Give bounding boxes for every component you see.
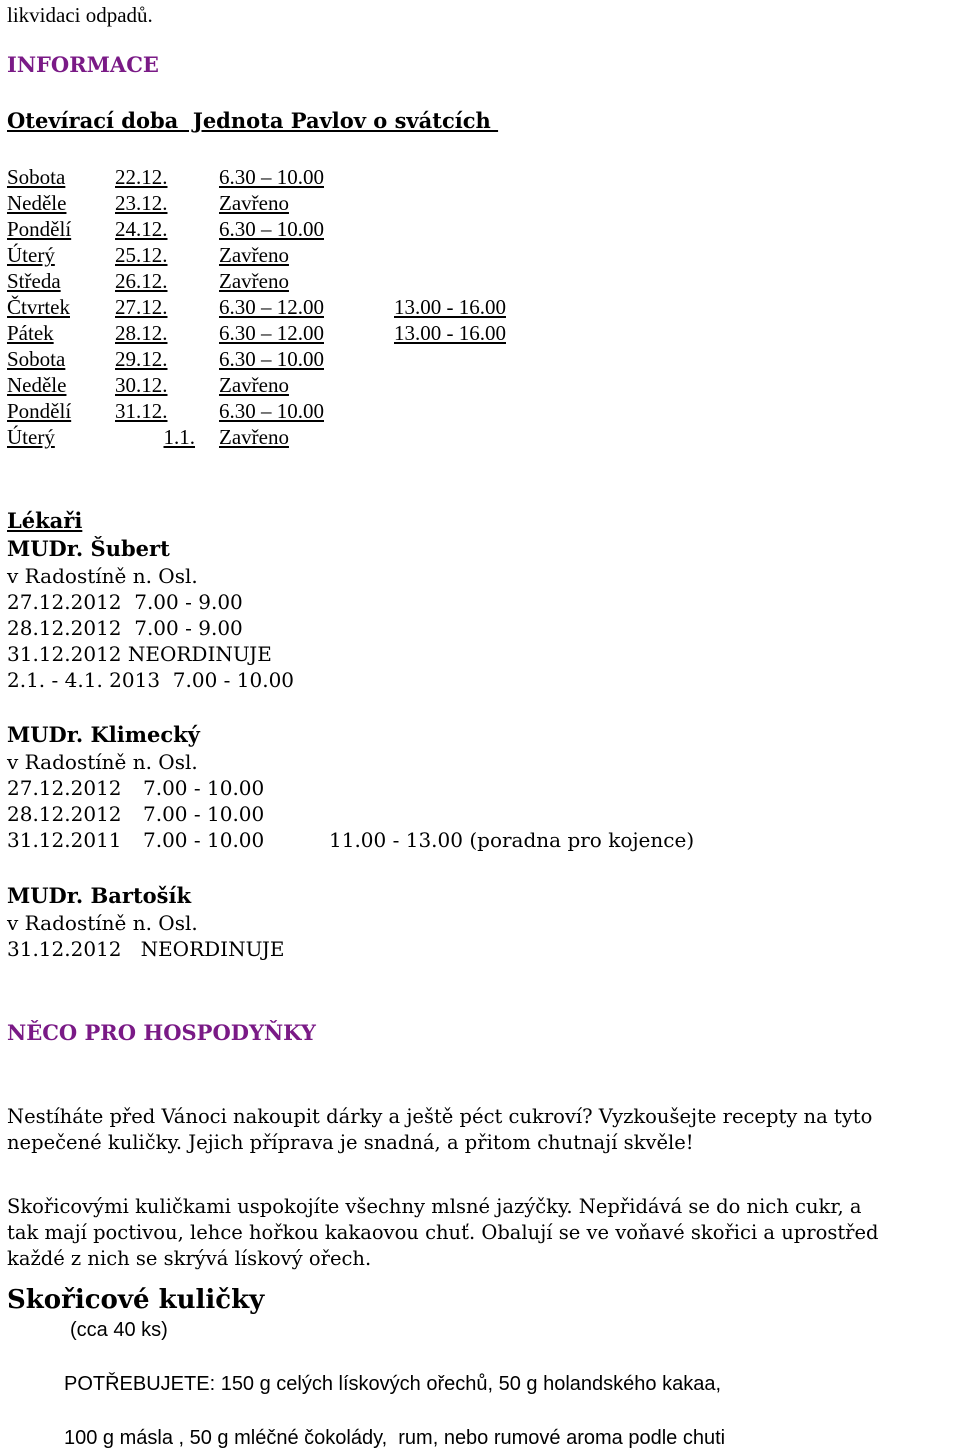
schedule-extra: 13.00 - 16.00 [394,321,506,345]
doctor-hours-row [7,827,694,853]
schedule-day: Neděle [7,191,67,215]
schedule-time: 6.30 – 12.00 [219,295,324,319]
schedule-day: Úterý [7,243,55,267]
doctor-hours-row: 31.12.2012 NEORDINUJE [7,937,285,961]
schedule-time: 6.30 – 10.00 [219,165,324,189]
doctor-date: 28.12.2012 [7,802,122,826]
paragraph-line: tak mají poctivou, lehce hořkou kakaovou chuť. Obalují se ve voňavé skořici a uprostřed [7,1221,879,1244]
schedule-date: 31.12. [115,399,168,423]
doctor-time: 7.00 - 10.00 [143,802,265,826]
schedule-day: Neděle [7,373,67,397]
schedule-date: 29.12. [115,347,168,371]
schedule-time: 6.30 – 10.00 [219,217,324,241]
schedule-date: 23.12. [115,191,168,215]
schedule-date: 27.12. [115,295,168,319]
paragraph-line: Skořicovými kuličkami uspokojíte všechny mlsné jazýčky. Nepřidává se do nich cukr, a [7,1195,862,1218]
doctor-date: 31.12.2011 [7,828,122,852]
schedule-extra: 13.00 - 16.00 [394,295,506,319]
info-heading: INFORMACE [7,52,159,77]
doctor-hours-row: 27.12.2012 7.00 - 9.00 [7,590,243,614]
doctor-hours-row [7,775,264,801]
schedule-date: 24.12. [115,217,168,241]
schedule-time: Zavřeno [219,373,289,397]
doctor-name: MUDr. Šubert [7,536,170,561]
schedule-date: 1.1. [163,425,195,449]
schedule-time: 6.30 – 10.00 [219,347,324,371]
schedule-row [7,190,289,216]
intro-text: likvidaci odpadů. [7,3,153,27]
schedule-date: 26.12. [115,269,168,293]
schedule-day: Pondělí [7,217,72,241]
schedule-row [7,320,506,346]
schedule-row [7,346,324,372]
schedule-day: Čtvrtek [7,295,70,319]
recipe-ingredients-line: 100 g másla , 50 g mléčné čokolády, rum, nebo rumové aroma podle chuti [64,1427,726,1449]
schedule-row [7,294,506,320]
recipe-title: Skořicové kuličky [7,1285,265,1315]
schedule-time: 6.30 – 10.00 [219,399,324,423]
paragraph-line: nepečené kuličky. Jejich příprava je snadná, a přitom chutnají skvěle! [7,1131,694,1154]
recipe-yield: (cca 40 ks) [70,1319,168,1341]
schedule-time: Zavřeno [219,269,289,293]
schedule-row [7,424,289,450]
schedule-row [7,372,289,398]
schedule-day: Pondělí [7,399,72,423]
doctor-hours-row [7,801,264,827]
paragraph-line: Nestíháte před Vánoci nakoupit dárky a ještě péct cukroví? Vyzkoušejte recepty na tyto [7,1105,873,1128]
doctor-place: v Radostíně n. Osl. [7,911,198,935]
recipe-ingredients-line: POTŘEBUJETE: 150 g celých lískových ořechů, 50 g holandského kakaa, [64,1373,722,1395]
schedule-day: Sobota [7,347,66,371]
doctor-hours-row: 2.1. - 4.1. 2013 7.00 - 10.00 [7,668,295,692]
paragraph-line: každé z nich se skrývá lískový ořech. [7,1247,372,1270]
schedule-day: Sobota [7,165,66,189]
schedule-row [7,242,289,268]
housewives-heading: NĚCO PRO HOSPODYŇKY [7,1020,316,1045]
schedule-date: 28.12. [115,321,168,345]
doctors-heading: Lékaři [7,508,83,533]
doctor-date: 27.12.2012 [7,776,122,800]
schedule-day: Středa [7,269,61,293]
schedule-row [7,164,324,190]
doctor-extra: 11.00 - 13.00 (poradna pro kojence) [329,828,695,852]
schedule-date: 25.12. [115,243,168,267]
schedule-row [7,268,289,294]
schedule-date: 22.12. [115,165,168,189]
schedule-row [7,216,324,242]
doctor-name: MUDr. Klimecký [7,722,200,747]
schedule-time: Zavřeno [219,243,289,267]
doctor-hours-row: 28.12.2012 7.00 - 9.00 [7,616,243,640]
schedule-time: Zavřeno [219,425,289,449]
doctor-name: MUDr. Bartošík [7,883,192,908]
schedule-time: Zavřeno [219,191,289,215]
doctor-place: v Radostíně n. Osl. [7,750,198,774]
schedule-row [7,398,324,424]
hours-title: Otevírací doba Jednota Pavlov o svátcích [7,108,499,133]
doctor-hours-row: 31.12.2012 NEORDINUJE [7,642,272,666]
schedule-time: 6.30 – 12.00 [219,321,324,345]
schedule-date: 30.12. [115,373,168,397]
doctor-time: 7.00 - 10.00 [143,776,265,800]
schedule-day: Úterý [7,425,55,449]
doctor-time: 7.00 - 10.00 [143,828,265,852]
doctor-place: v Radostíně n. Osl. [7,564,198,588]
schedule-day: Pátek [7,321,54,345]
